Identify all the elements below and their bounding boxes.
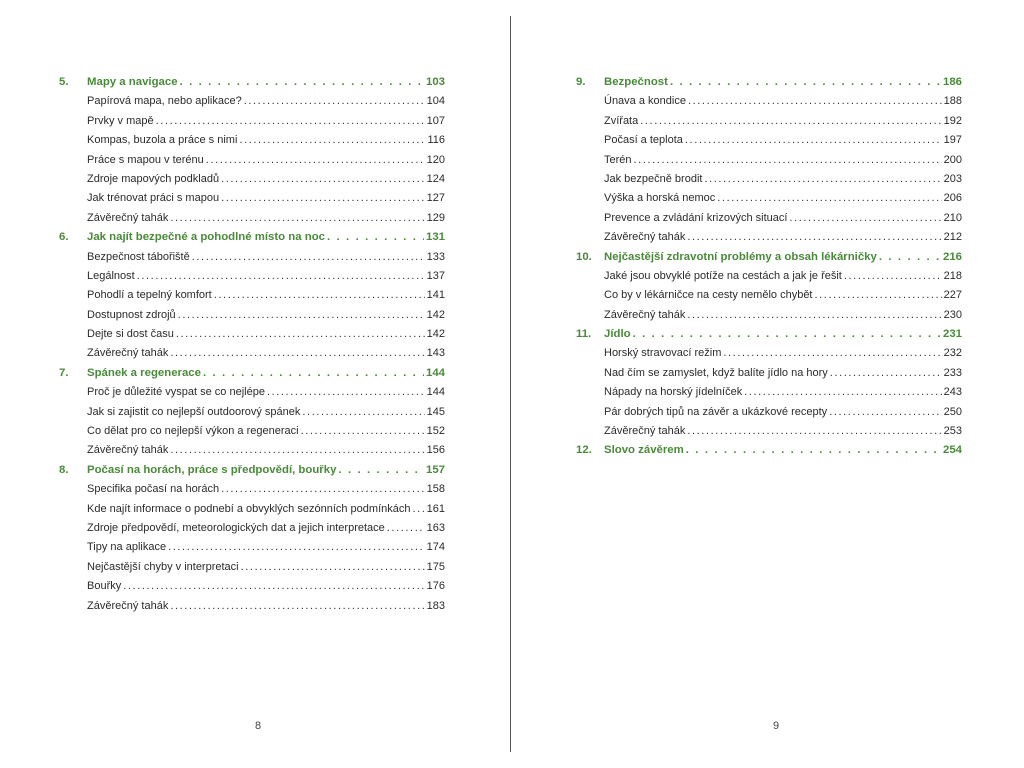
toc-leader-dots (634, 151, 942, 170)
toc-section-entry (576, 209, 962, 228)
toc-leader-dots (221, 480, 425, 499)
toc-entry-number: 11. (576, 328, 592, 341)
toc-leader-dots (192, 248, 425, 267)
toc-entry-title: Terén (604, 153, 632, 166)
toc-entry-title: Zdroje předpovědí, meteorologických dat a jejich interpretace (87, 521, 385, 534)
toc-entry-title: Závěrečný tahák (604, 425, 686, 438)
toc-entry-page: 188 (943, 95, 962, 108)
toc-leader-dots (723, 344, 941, 363)
toc-entry-title: Závěrečný tahák (87, 444, 169, 457)
toc-entry-number: 5. (59, 76, 69, 88)
toc-leader-dots (267, 383, 425, 402)
toc-section-entry (59, 189, 445, 208)
toc-leader-dots (221, 170, 425, 189)
toc-section-entry (59, 422, 445, 441)
toc-section-entry (59, 538, 445, 557)
toc-entry-title: Výška a horská nemoc (604, 192, 716, 205)
toc-leader-dots (156, 112, 425, 131)
toc-leader-dots (302, 403, 424, 422)
toc-entry-page: 144 (426, 386, 445, 399)
toc-entry-page: 203 (943, 172, 962, 185)
toc-entry-page: 144 (425, 366, 445, 379)
toc-entry-title: Specifika počasí na horách (87, 483, 220, 496)
toc-leader-dots (744, 383, 941, 402)
toc-entry-page: 216 (942, 250, 962, 263)
toc-leader-dots (170, 597, 424, 616)
toc-leader-dots (412, 500, 424, 519)
toc-entry-title: Spánek a regenerace (87, 366, 201, 379)
toc-entry-page: 127 (426, 192, 445, 205)
toc-entry-title: Zdroje mapových podkladů (87, 172, 220, 185)
toc-leader-dots (704, 170, 941, 189)
toc-leader-dots (387, 519, 425, 538)
toc-section-entry (576, 92, 962, 111)
toc-leader-dots (221, 189, 425, 208)
toc-entry-page: 176 (426, 580, 445, 593)
toc-leader-dots (137, 267, 425, 286)
toc-entry-title: Papírová mapa, nebo aplikace? (87, 95, 242, 108)
toc-entry-title: Kde najít informace o podnebí a obvyklých sezónních podmínkách (87, 502, 411, 515)
toc-leader-dots (170, 209, 424, 228)
toc-entry-page: 133 (426, 250, 445, 263)
toc-entry-title: Nad čím se zamyslet, když balíte jídlo na hory (604, 366, 828, 379)
toc-entry-title: Závěrečný tahák (87, 211, 169, 224)
toc-entry-page: 212 (943, 231, 962, 244)
toc-section-entry (59, 209, 445, 228)
toc-section-entry (59, 441, 445, 460)
toc-leader-dots (203, 364, 424, 383)
toc-entry-page: 161 (426, 502, 445, 515)
toc-entry-page: 183 (426, 599, 445, 612)
right-page-toc (576, 73, 962, 461)
toc-entry-page: 142 (426, 328, 445, 341)
toc-section-entry (59, 92, 445, 111)
toc-leader-dots (640, 112, 941, 131)
toc-entry-page: 197 (943, 134, 962, 147)
toc-section-entry (59, 383, 445, 402)
toc-entry-title: Proč je důležité vyspat se co nejlépe (87, 386, 265, 399)
toc-entry-number: 8. (59, 463, 69, 476)
toc-section-entry (576, 151, 962, 170)
toc-entry-title: Závěrečný tahák (604, 308, 686, 321)
toc-entry-title: Legálnost (87, 269, 135, 282)
toc-entry-page: 231 (942, 328, 962, 341)
toc-entry-number: 7. (59, 366, 69, 379)
toc-entry-title: Bezpečnost tábořiště (87, 250, 190, 263)
toc-section-entry (576, 170, 962, 189)
toc-chapter-entry (576, 73, 962, 92)
toc-leader-dots (789, 209, 941, 228)
toc-entry-page: 254 (942, 444, 962, 457)
toc-entry-page: 158 (426, 483, 445, 496)
toc-entry-title: Závěrečný tahák (87, 347, 169, 360)
toc-leader-dots (168, 538, 425, 557)
toc-section-entry (576, 364, 962, 383)
toc-leader-dots (717, 189, 941, 208)
toc-entry-title: Bouřky (87, 580, 122, 593)
toc-entry-title: Slovo závěrem (604, 444, 684, 457)
toc-entry-page: 227 (943, 289, 962, 302)
toc-entry-page: 206 (943, 192, 962, 205)
toc-section-entry (59, 131, 445, 150)
toc-entry-page: 200 (943, 153, 962, 166)
toc-leader-dots (687, 422, 941, 441)
toc-entry-title: Jak trénovat práci s mapou (87, 192, 220, 205)
toc-entry-number: 12. (576, 444, 592, 457)
toc-entry-page: 157 (425, 463, 445, 476)
toc-section-entry (59, 325, 445, 344)
toc-leader-dots (633, 325, 941, 344)
toc-entry-page: 210 (943, 211, 962, 224)
toc-entry-page: 107 (426, 114, 445, 127)
toc-leader-dots (686, 441, 941, 460)
toc-entry-title: Práce s mapou v terénu (87, 153, 204, 166)
toc-chapter-entry (59, 461, 445, 480)
toc-chapter-entry (576, 441, 962, 460)
toc-section-entry (59, 403, 445, 422)
toc-entry-page: 116 (427, 134, 445, 147)
toc-section-entry (59, 500, 445, 519)
toc-entry-page: 142 (426, 308, 445, 321)
toc-leader-dots (829, 403, 941, 422)
toc-leader-dots (301, 422, 425, 441)
toc-leader-dots (244, 92, 425, 111)
toc-leader-dots (815, 286, 942, 305)
toc-section-entry (576, 228, 962, 247)
toc-entry-page: 124 (426, 172, 445, 185)
toc-entry-page: 120 (426, 153, 445, 166)
toc-entry-number: 9. (576, 76, 586, 88)
toc-entry-page: 143 (426, 347, 445, 360)
toc-entry-number: 6. (59, 231, 69, 244)
page-gutter-divider (510, 16, 511, 752)
toc-leader-dots (685, 131, 942, 150)
toc-leader-dots (178, 306, 425, 325)
toc-section-entry (576, 306, 962, 325)
toc-entry-title: Jak si zajistit co nejlepší outdoorový spánek (87, 405, 301, 418)
toc-entry-page: 174 (426, 541, 445, 554)
toc-section-entry (59, 306, 445, 325)
toc-leader-dots (327, 228, 424, 247)
toc-leader-dots (241, 558, 425, 577)
toc-chapter-entry (59, 364, 445, 383)
toc-entry-title: Nejčastější chyby v interpretaci (87, 560, 239, 573)
toc-entry-title: Bezpečnost (604, 76, 668, 88)
toc-entry-title: Co dělat pro co nejlepší výkon a regeneraci (87, 425, 299, 438)
toc-entry-page: 141 (426, 289, 445, 302)
toc-chapter-entry (576, 248, 962, 267)
toc-entry-page: 131 (425, 231, 445, 244)
toc-entry-title: Počasí na horách, práce s předpovědí, bouřky (87, 463, 337, 476)
toc-leader-dots (687, 228, 941, 247)
toc-entry-title: Jídlo (604, 328, 631, 341)
toc-section-entry (59, 344, 445, 363)
toc-entry-title: Dejte si dost času (87, 328, 174, 341)
toc-entry-page: 232 (943, 347, 962, 360)
toc-section-entry (59, 267, 445, 286)
toc-leader-dots (239, 131, 425, 150)
toc-leader-dots (844, 267, 942, 286)
toc-section-entry (59, 558, 445, 577)
toc-entry-title: Závěrečný tahák (604, 231, 686, 244)
toc-leader-dots (688, 92, 942, 111)
toc-section-entry (576, 286, 962, 305)
toc-leader-dots (176, 325, 425, 344)
toc-leader-dots (170, 441, 424, 460)
right-page-number: 9 (772, 720, 780, 732)
toc-entry-title: Závěrečný tahák (87, 599, 169, 612)
toc-leader-dots (830, 364, 942, 383)
toc-section-entry (576, 112, 962, 131)
toc-section-entry (59, 480, 445, 499)
toc-entry-title: Mapy a navigace (87, 76, 178, 88)
toc-section-entry (576, 344, 962, 363)
toc-entry-page: 186 (942, 76, 962, 88)
toc-entry-title: Počasí a teplota (604, 134, 683, 147)
toc-entry-title: Zvířata (604, 114, 639, 127)
toc-entry-title: Co by v lékárničce na cesty nemělo chybět (604, 289, 813, 302)
left-page-number: 8 (254, 720, 262, 732)
toc-entry-page: 152 (426, 425, 445, 438)
toc-entry-title: Horský stravovací režim (604, 347, 722, 360)
toc-section-entry (59, 577, 445, 596)
toc-entry-page: 253 (943, 425, 962, 438)
toc-entry-title: Únava a kondice (604, 95, 686, 108)
toc-entry-page: 129 (426, 211, 445, 224)
toc-section-entry (59, 248, 445, 267)
toc-section-entry (576, 383, 962, 402)
toc-entry-title: Pohodlí a tepelný komfort (87, 289, 212, 302)
toc-leader-dots (687, 306, 941, 325)
toc-section-entry (576, 422, 962, 441)
toc-entry-title: Dostupnost zdrojů (87, 308, 176, 321)
toc-entry-page: 218 (943, 269, 962, 282)
toc-section-entry (576, 189, 962, 208)
toc-leader-dots (670, 73, 941, 92)
toc-entry-title: Nejčastější zdravotní problémy a obsah lékárničky (604, 250, 877, 263)
toc-entry-title: Pár dobrých tipů na závěr a ukázkové recepty (604, 405, 828, 418)
toc-entry-title: Kompas, buzola a práce s nimi (87, 134, 238, 147)
toc-entry-title: Prvky v mapě (87, 114, 154, 127)
toc-entry-page: 233 (943, 366, 962, 379)
toc-chapter-entry (59, 228, 445, 247)
toc-leader-dots (123, 577, 424, 596)
toc-section-entry (59, 519, 445, 538)
toc-leader-dots (206, 151, 425, 170)
toc-section-entry (59, 112, 445, 131)
toc-section-entry (576, 267, 962, 286)
toc-entry-page: 243 (943, 386, 962, 399)
toc-entry-page: 192 (943, 114, 962, 127)
toc-leader-dots (214, 286, 425, 305)
toc-section-entry (576, 131, 962, 150)
toc-section-entry (59, 286, 445, 305)
toc-entry-page: 230 (943, 308, 962, 321)
toc-leader-dots (170, 344, 424, 363)
toc-section-entry (59, 151, 445, 170)
toc-chapter-entry (59, 73, 445, 92)
toc-entry-page: 103 (425, 76, 445, 88)
toc-entry-title: Jaké jsou obvyklé potíže na cestách a jak je řešit (604, 269, 842, 282)
toc-leader-dots (180, 73, 424, 92)
toc-entry-page: 145 (426, 405, 445, 418)
toc-entry-title: Jak bezpečně brodit (604, 172, 703, 185)
toc-chapter-entry (576, 325, 962, 344)
toc-entry-page: 250 (943, 405, 962, 418)
toc-leader-dots (879, 248, 941, 267)
toc-entry-page: 156 (426, 444, 445, 457)
toc-entry-page: 137 (426, 269, 445, 282)
toc-entry-title: Jak najít bezpečné a pohodlné místo na noc (87, 231, 325, 244)
toc-section-entry (576, 403, 962, 422)
toc-section-entry (59, 170, 445, 189)
toc-entry-page: 175 (426, 560, 445, 573)
toc-leader-dots (338, 461, 424, 480)
toc-entry-page: 104 (426, 95, 445, 108)
toc-section-entry (59, 597, 445, 616)
toc-entry-title: Tipy na aplikace (87, 541, 167, 554)
toc-entry-title: Nápady na horský jídelníček (604, 386, 743, 399)
toc-entry-title: Prevence a zvládání krizových situací (604, 211, 788, 224)
left-page-toc (59, 73, 445, 616)
toc-entry-number: 10. (576, 250, 592, 263)
toc-entry-page: 163 (426, 521, 445, 534)
